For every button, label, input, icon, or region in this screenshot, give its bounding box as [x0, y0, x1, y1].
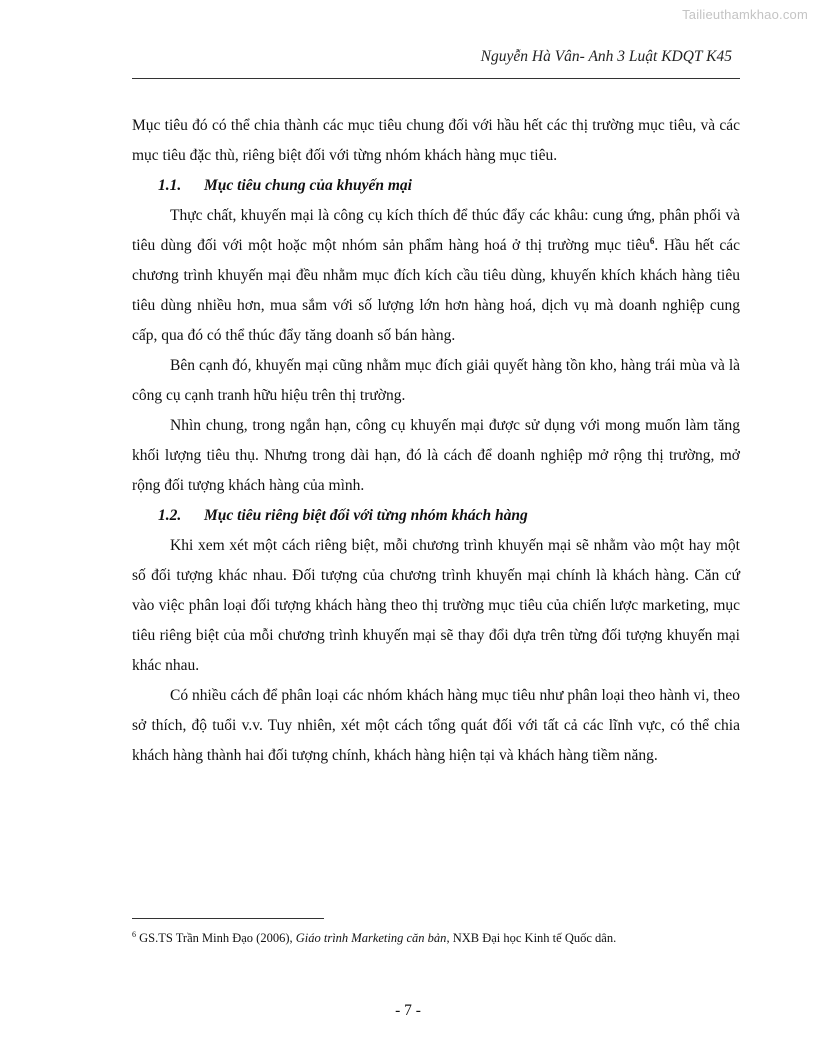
section-heading-1-1	[132, 171, 740, 201]
footnote-reference[interactable]: 6	[649, 235, 655, 246]
page-number: - 7 -	[395, 1002, 421, 1019]
footnote-divider	[132, 918, 324, 919]
page-body	[132, 111, 740, 771]
section-title: Mục tiêu chung của khuyến mại	[204, 177, 412, 194]
footnote-book-title: Giáo trình Marketing căn bản	[295, 931, 447, 946]
section-number: 1.1.	[158, 177, 182, 194]
paragraph-text: . Hầu hết các chương trình khuyến mại đều nhằm mục đích kích cầu tiêu dùng, khuyến khích khách hàng tiêu tiêu dùng nhiều hơn, mua sắm với số lượng lớn hơn hàng hoá, dịch vụ mà doanh nghiệp cung cấp, qua đó có thể thúc đẩy tăng doanh số bán hàng.	[132, 237, 740, 344]
section-1-1-paragraph-1	[132, 201, 740, 351]
running-header: Nguyễn Hà Vân- Anh 3 Luật KDQT K45	[480, 48, 732, 65]
section-1-2-paragraph-2: Có nhiều cách để phân loại các nhóm khách hàng mục tiêu như phân loại theo hành vi, theo sở thích, độ tuổi v.v. Tuy nhiên, xét một cách tổng quát đối với tất cả các lĩnh vực, có thể chia khách hàng thành hai đối tượng chính, khách hàng hiện tại và khách hàng tiềm năng.	[132, 687, 740, 764]
footnote	[132, 927, 740, 946]
footnote-author: GS.TS Trần Minh Đạo (2006),	[136, 931, 296, 946]
header-divider	[132, 78, 740, 79]
footnote-publisher: , NXB Đại học Kinh tế Quốc dân.	[446, 931, 617, 946]
section-number: 1.2.	[158, 507, 182, 524]
section-title: Mục tiêu riêng biệt đối với từng nhóm khách hàng	[204, 507, 528, 524]
section-heading-1-2	[132, 501, 740, 531]
section-1-1-paragraph-3: Nhìn chung, trong ngắn hạn, công cụ khuyến mại được sử dụng với mong muốn làm tăng khối lượng tiêu thụ. Nhưng trong dài hạn, đó là cách để doanh nghiệp mở rộng thị trường, mở rộng đối tượng khách hàng của mình.	[132, 417, 740, 494]
section-1-1-paragraph-2: Bên cạnh đó, khuyến mại cũng nhằm mục đích giải quyết hàng tồn kho, hàng trái mùa và là công cụ cạnh tranh hữu hiệu trên thị trường.	[132, 357, 740, 404]
footnote-number: 6	[132, 930, 136, 939]
intro-paragraph: Mục tiêu đó có thể chia thành các mục tiêu chung đối với hầu hết các thị trường mục tiêu, và các mục tiêu đặc thù, riêng biệt đối với từng nhóm khách hàng mục tiêu.	[132, 117, 740, 164]
watermark: Tailieuthamkhao.com	[682, 7, 808, 22]
section-1-2-paragraph-1: Khi xem xét một cách riêng biệt, mỗi chương trình khuyến mại sẽ nhằm vào một hay một số đối tượng khác nhau. Đối tượng của chương trình khuyến mại chính là khách hàng. Căn cứ vào việc phân loại đối tượng khách hàng theo thị trường mục tiêu của chiến lược marketing, mục tiêu riêng biệt của mỗi chương trình khuyến mại sẽ thay đổi dựa trên từng đối tượng khuyến mại khác nhau.	[132, 537, 740, 674]
paragraph-text: Thực chất, khuyến mại là công cụ kích thích để thúc đẩy các khâu: cung ứng, phân phối và tiêu dùng đối với một hoặc một nhóm sản phẩm hàng hoá ở thị trường mục tiêu	[132, 207, 740, 254]
